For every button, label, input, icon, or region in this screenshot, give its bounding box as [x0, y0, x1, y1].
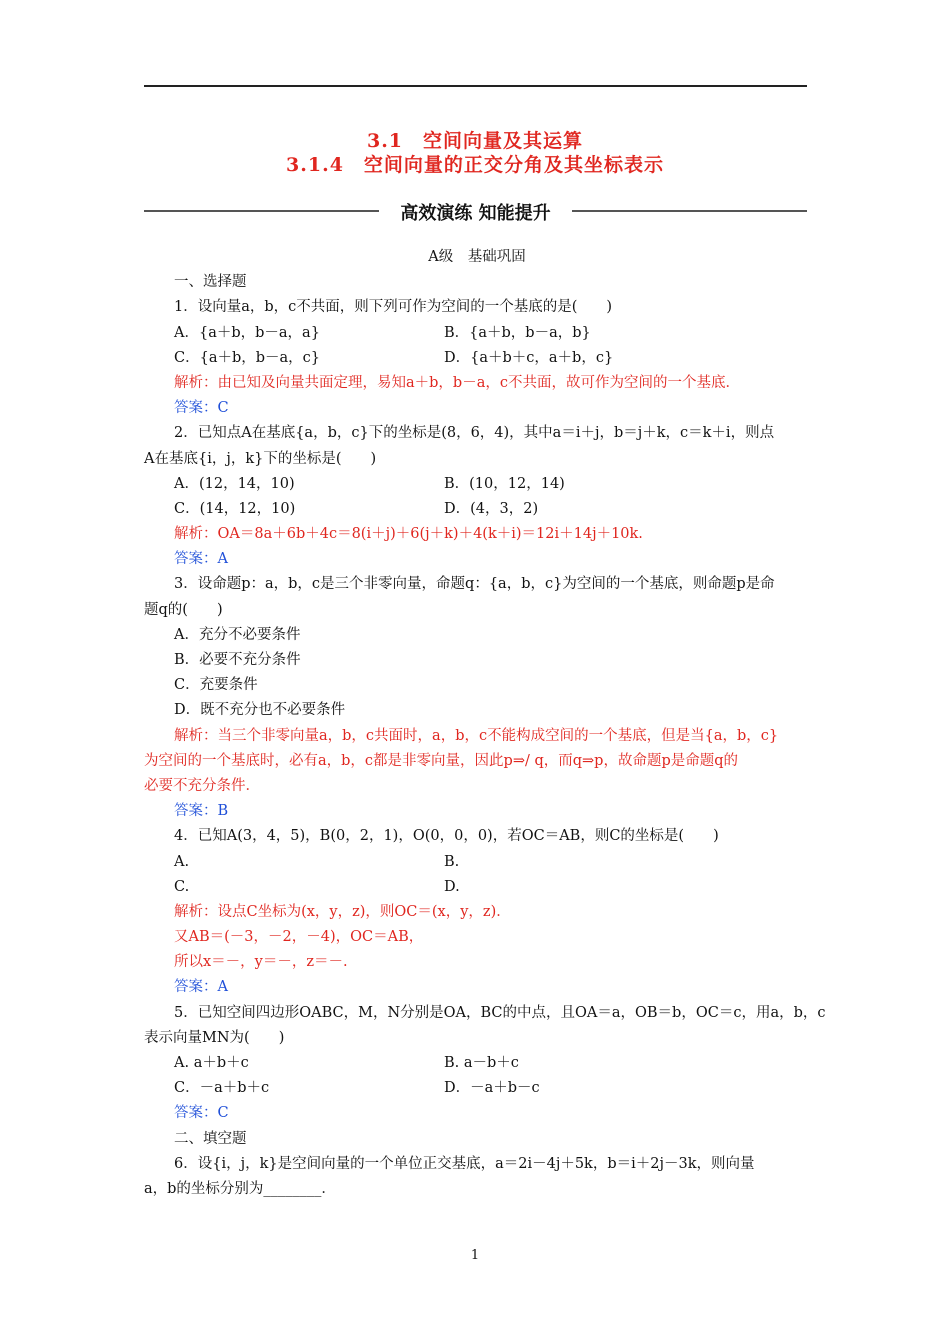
q4-option-a: A. [174, 853, 190, 870]
q5-answer: 答案：C [174, 1105, 229, 1122]
q3-analysis-line2: 为空间的一个基底时，必有a，b，c都是非零向量，因此p⇒/ q，而q⇒p，故命题p是命题q的 [144, 752, 739, 769]
q5-option-c: C．－a＋b＋c [174, 1080, 270, 1097]
q3-option-d: D．既不充分也不必要条件 [174, 702, 346, 719]
q4-analysis-line3: 所以x＝－，y＝－，z＝－. [174, 954, 348, 971]
section-heading-choice: 一、选择题 [174, 274, 247, 291]
banner-text: 高效演练 知能提升 [396, 203, 554, 224]
q5-option-b: B. a－b＋c [444, 1055, 519, 1071]
q3-answer: 答案：B [174, 803, 229, 820]
q4-option-d: D. [444, 878, 460, 895]
q4-analysis-line1: 解析：设点C坐标为(x，y，z)，则OC＝(x，y，z)． [174, 903, 511, 920]
q5-option-a: A. a＋b＋c [174, 1055, 249, 1071]
q3-analysis-line1: 解析：当三个非零向量a，b，c共面时，a，b，c不能构成空间的一个基底，但是当{a，b，c} [174, 727, 779, 744]
q5-stem-line2: 表示向量MN为( ) [144, 1029, 285, 1046]
q2-option-c: C．(14，12，10) [174, 500, 296, 517]
q4-options-row2 [144, 875, 810, 900]
q2-answer: 答案：A [174, 551, 228, 568]
level-heading: A级 基础巩固 [428, 249, 526, 265]
q5-options-row1 [144, 1051, 810, 1076]
q1-option-a: A．{a＋b，b－a，a} [174, 324, 320, 341]
q3-analysis-line3: 必要不充分条件． [144, 777, 260, 794]
q2-analysis: 解析：OA＝8a＋6b＋4c＝8(i＋j)＋6(j＋k)＋4(k＋i)＝12i＋14j＋10k. [174, 526, 643, 543]
q3-option-c: C．充要条件 [174, 677, 258, 694]
q1-option-b: B．{a＋b，b－a，b} [444, 324, 591, 341]
q1-stem: 1．设向量a，b，c不共面，则下列可作为空间的一个基底的是( ) [174, 299, 613, 316]
q1-options-row2 [144, 346, 810, 371]
q3-option-b: B．必要不充分条件 [174, 652, 301, 668]
q2-option-b: B．(10，12，14) [444, 475, 565, 492]
subsection-title: 3.1.4 空间向量的正交分角及其坐标表示 [286, 154, 664, 176]
q1-options-row1 [144, 321, 810, 346]
q4-stem: 4．已知A(3，4，5)，B(0，2，1)，O(0，0，0)，若OC＝AB，则C的坐标是( ) [174, 828, 719, 845]
q6-stem-line2: a，b的坐标分别为________． [144, 1180, 336, 1197]
q3-stem-line2: 题q的( ) [144, 601, 223, 618]
q2-option-d: D．(4，3，2) [444, 500, 539, 517]
q2-options-row1 [144, 472, 810, 497]
section-title: 3.1 空间向量及其运算 [366, 130, 584, 152]
q5-stem-line1: 5．已知空间四边形OABC，M，N分别是OA，BC的中点，且OA＝a，OB＝b，OC＝c，用a，b，c [174, 1004, 826, 1021]
banner [144, 199, 807, 224]
q2-option-a: A．(12，14，10) [174, 475, 295, 492]
q3-option-a: A．充分不必要条件 [174, 626, 301, 643]
section-heading-fill: 二、填空题 [174, 1130, 247, 1147]
q4-option-c: C. [174, 878, 190, 895]
q2-stem-line1: 2．已知点A在基底{a，b，c}下的坐标是(8，6，4)，其中a＝i＋j，b＝j＋k，c＝k＋i，则点 [174, 425, 775, 442]
q3-stem-line1: 3．设命题p：a，b，c是三个非零向量，命题q：{a，b，c}为空间的一个基底，则命题p是命 [174, 576, 775, 593]
q2-stem-line2: A在基底{i，j，k}下的坐标是( ) [144, 450, 377, 467]
q4-option-b: B. [444, 853, 460, 870]
q1-answer: 答案：C [174, 400, 229, 417]
q1-option-d: D．{a＋b＋c，a＋b，c} [444, 349, 614, 366]
q2-options-row2 [144, 497, 810, 522]
q6-stem-line1: 6．设{i，j，k}是空间向量的一个单位正交基底，a＝2i－4j＋5k，b＝i＋2j－3k，则向量 [174, 1155, 755, 1172]
page-number: 1 [470, 1248, 480, 1263]
q1-option-c: C．{a＋b，b－a，c} [174, 349, 321, 366]
content [144, 245, 826, 1202]
q5-option-d: D．－a＋b－c [444, 1080, 540, 1097]
q1-analysis: 解析：由已知及向量共面定理，易知a＋b，b－a，c不共面，故可作为空间的一个基底． [174, 374, 740, 391]
header-rule [144, 85, 807, 87]
q4-analysis-line2: 又AB＝(－3，－2，－4)，OC＝AB， [174, 929, 424, 946]
q4-answer: 答案：A [174, 979, 228, 996]
q5-options-row2 [144, 1076, 810, 1101]
q4-options-row1 [144, 850, 810, 875]
